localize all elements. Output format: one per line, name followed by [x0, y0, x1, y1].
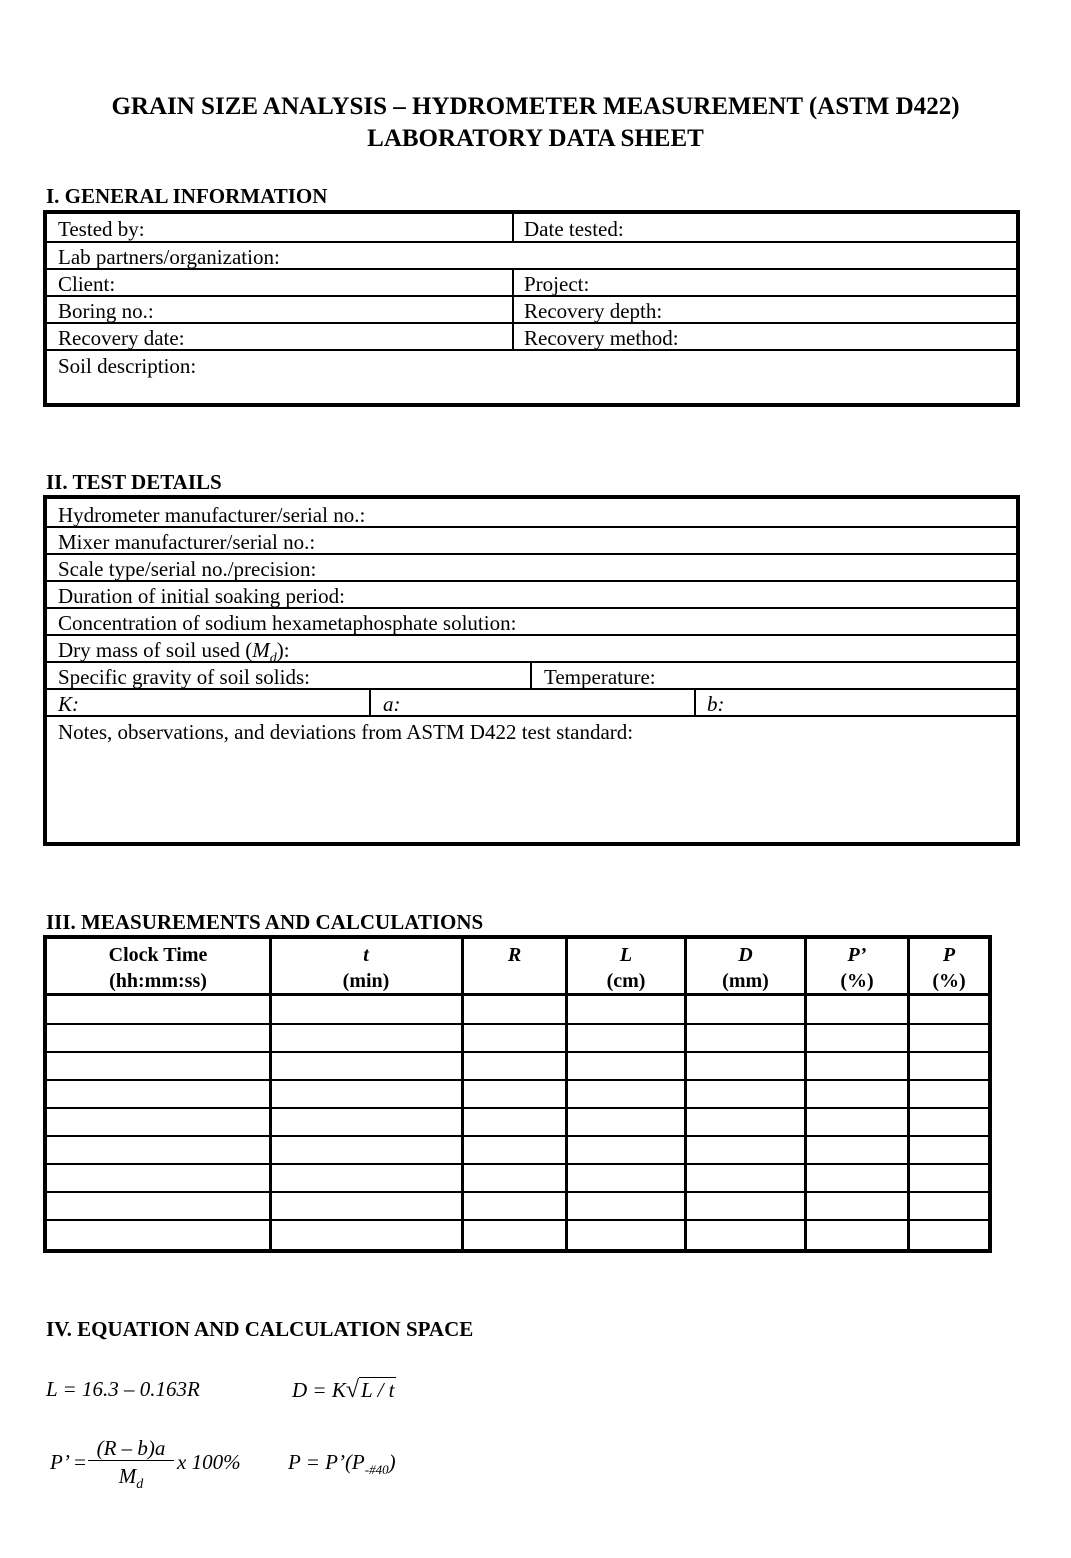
col-clock-time	[47, 942, 269, 994]
section-equations-heading: IV. EQUATION AND CALCULATION SPACE	[46, 1317, 474, 1341]
notes-field[interactable]: Notes, observations, and deviations from ASTM D422 test standard:	[58, 720, 634, 744]
general-info-box	[43, 210, 1020, 407]
client-field[interactable]: Client:	[58, 272, 116, 296]
equation-d	[292, 1377, 396, 1404]
equation-pprime-right: x 100%	[177, 1450, 241, 1474]
col-t-name: t	[363, 944, 369, 966]
sqrt-symbol: √	[345, 1377, 360, 1403]
equation-d-left: D = K	[292, 1378, 346, 1402]
equation-d-root: L / t	[361, 1378, 395, 1402]
section-details-heading: II. TEST DETAILS	[46, 470, 222, 494]
hydrometer-field[interactable]: Hydrometer manufacturer/serial no.:	[58, 503, 366, 527]
sheet-title: GRAIN SIZE ANALYSIS – HYDROMETER MEASUREMENT (ASTM D422)	[111, 93, 960, 120]
section-measurements-heading: III. MEASUREMENTS AND CALCULATIONS	[46, 910, 484, 934]
dry-mass-suffix: ):	[276, 638, 290, 662]
soaking-duration-field[interactable]: Duration of initial soaking period:	[58, 584, 345, 608]
lab-partners-field[interactable]: Lab partners/organization:	[58, 245, 280, 269]
measurements-table	[43, 935, 992, 1253]
col-clock-time-name: Clock Time	[108, 944, 208, 966]
concentration-field[interactable]: Concentration of sodium hexametaphosphate solution:	[58, 611, 517, 635]
k-field[interactable]: K:	[58, 692, 79, 716]
col-p-prime-name: P’	[847, 944, 867, 966]
section-general-heading: I. GENERAL INFORMATION	[46, 184, 328, 208]
mixer-field[interactable]: Mixer manufacturer/serial no.:	[58, 530, 316, 554]
b-field[interactable]: b:	[707, 692, 725, 716]
equation-l: L = 16.3 – 0.163R	[46, 1377, 200, 1401]
dry-mass-var: M	[252, 638, 270, 662]
test-details-box	[43, 495, 1020, 846]
col-t-unit: (min)	[342, 970, 390, 992]
date-tested-field[interactable]: Date tested:	[524, 217, 624, 241]
col-p-name: P	[942, 944, 956, 966]
col-p-prime	[807, 942, 907, 994]
equation-pprime-den-var: M	[118, 1464, 137, 1488]
tested-by-field[interactable]: Tested by:	[58, 217, 145, 241]
equation-pprime-left: P’ =	[50, 1450, 87, 1474]
soil-description-field[interactable]: Soil description:	[58, 354, 197, 378]
col-p-unit: (%)	[932, 970, 966, 992]
equation-pprime-den-sub: d	[136, 1477, 144, 1493]
boring-no-field[interactable]: Boring no.:	[58, 299, 154, 323]
sheet-subtitle: LABORATORY DATA SHEET	[367, 125, 704, 152]
col-l	[568, 942, 684, 994]
equation-p	[288, 1450, 396, 1478]
col-l-name: L	[619, 944, 633, 966]
col-p-prime-unit: (%)	[840, 970, 874, 992]
col-t	[271, 942, 461, 994]
equation-pprime-num: (R – b)a	[88, 1436, 174, 1461]
recovery-method-field[interactable]: Recovery method:	[524, 326, 679, 350]
col-r-name: R	[507, 944, 522, 966]
col-r	[464, 942, 565, 968]
equation-p-right: )	[388, 1450, 396, 1474]
scale-field[interactable]: Scale type/serial no./precision:	[58, 557, 317, 581]
dry-mass-sub: d	[269, 651, 277, 667]
temperature-field[interactable]: Temperature:	[544, 665, 656, 689]
equation-pprime-fraction	[88, 1436, 174, 1500]
col-l-unit: (cm)	[606, 970, 646, 992]
project-field[interactable]: Project:	[524, 272, 590, 296]
equation-pprime-den	[88, 1461, 174, 1500]
col-p	[910, 942, 988, 994]
equation-p-left: P = P’(P	[288, 1450, 365, 1474]
specific-gravity-field[interactable]: Specific gravity of soil solids:	[58, 665, 310, 689]
dry-mass-prefix: Dry mass of soil used (	[58, 638, 253, 662]
a-field[interactable]: a:	[383, 692, 401, 716]
recovery-depth-field[interactable]: Recovery depth:	[524, 299, 663, 323]
col-d-name: D	[738, 944, 753, 966]
recovery-date-field[interactable]: Recovery date:	[58, 326, 185, 350]
col-d-unit: (mm)	[722, 970, 769, 992]
col-clock-time-unit: (hh:mm:ss)	[109, 970, 207, 992]
equation-p-sub: -#40	[364, 1462, 389, 1478]
col-d	[687, 942, 804, 994]
